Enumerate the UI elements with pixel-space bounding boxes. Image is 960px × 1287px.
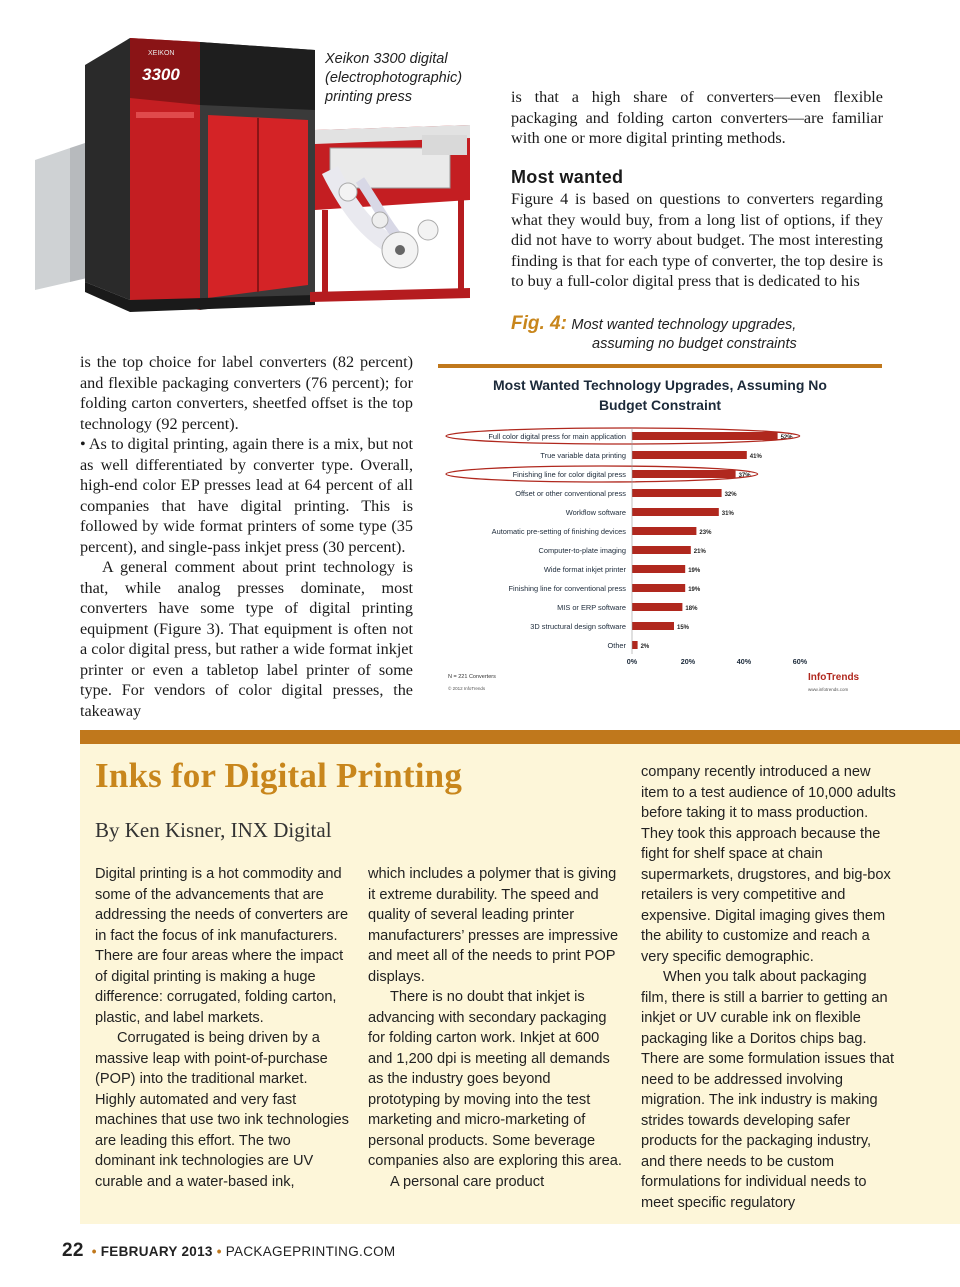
page-number: 22 [62,1240,84,1261]
chart-copyright: © 2012 InfoTrends [448,686,486,691]
category-label: Wide format inkjet printer [543,565,626,574]
paragraph: When you talk about packaging film, there is still a barrier to getting an inkjet or UV curable ink on flexible packaging like a Doritos chips bag. There are some formulation issues that need to be addressed involving migration. The ink industry is making strides towards developing safer products for the packaging industry, and there needs to be custom formulations for individual needs to meet specific regulatory [641,969,895,1211]
bar [632,584,685,592]
issue-date: FEBRUARY 2013 [100,1244,213,1259]
value-label: 23% [699,530,712,536]
category-label: MIS or ERP software [557,603,626,612]
value-label: 32% [724,492,737,498]
paragraph: A personal care product [390,1173,545,1190]
bar-chart [438,364,882,700]
bar [632,527,696,535]
section-heading-most-wanted: Most wanted [511,167,624,187]
x-tick-label: 0% [626,657,638,666]
value-label: 31% [721,511,734,517]
website: PACKAGEPRINTING.COM [225,1244,396,1259]
category-label: 3D structural design software [530,622,626,631]
press-model-label: 3300 [142,65,180,84]
chart-url: www.infotrends.com [808,687,849,692]
page-footer [62,1240,395,1262]
bar [632,641,638,649]
chart-note: N = 221 Converters [448,674,496,680]
figure-desc-line-2: assuming no budget constraints [592,336,797,352]
category-label: True variable data printing [540,451,626,460]
press-brand-label: XEIKON [148,50,175,57]
bar [632,565,685,573]
bar [632,432,778,440]
value-label: 18% [685,606,698,612]
sidebar-column-3 [641,762,896,1213]
paragraph: There is no doubt that inkjet is advancing with secondary packaging for folding carton work. Inkjet at 600 and 1,200 dpi is meeting all demands as the industry goes beyond prototyping by moving into the test marketing and micro-marketing of personal products. Some beverage companies also are exploring this area. [368,989,622,1169]
chart-title-line-2: Budget Constraint [598,397,722,413]
chart-bars [446,428,800,650]
bar [632,489,722,497]
x-tick-label: 20% [680,657,696,666]
bar [632,546,691,554]
paragraph: Digital printing is a hot commodity and some of the advancements that are addressing the needs of converters are in fact the focus of ink manufacturers. There are four areas where the impact of digital printing is making a huge difference: corrugated, folding carton, plastic, and label markets. [95,866,349,1026]
bar [632,451,747,459]
caption-line-3: printing press [325,89,413,105]
chart-title-line-1: Most Wanted Technology Upgrades, Assuming No [493,377,827,393]
value-label: 41% [749,454,762,460]
infotrends-logo: InfoTrends [808,672,860,683]
sidebar-title: Inks for Digital Printing [95,756,463,795]
most-wanted-text [511,189,883,292]
bullet-separator: • [91,1244,97,1259]
value-label: 37% [738,473,751,479]
category-label: Finishing line for color digital press [512,470,626,479]
figure-desc-line-1: Most wanted technology upgrades, [571,317,797,333]
value-label: 21% [693,549,706,555]
paragraph: • As to digital printing, again there is a mix, but not as well differentiated by converter type. Overall, high-end color EP presses lead at 64 percent of all companies that have digital printing. This is followed by wide format printers of some type (35 percent), and single-pass inkjet press (30 percent). [80,435,413,556]
photo-caption [325,50,505,107]
paragraph: which includes a polymer that is giving it extreme durability. The speed and quality of several leading printer manufacturers’ presses are impressive and meet all of the needs to print POP displays. [368,866,619,985]
paragraph: Figure 4 is based on questions to converters regarding what they would buy, from a long list of options, if they did not have to worry about budget. The most interesting finding is that for each type of converter, the top desire is to buy a full-color digital press that is dedicated to his [511,190,883,290]
figure-number: Fig. 4: [511,313,567,334]
figure-label [511,313,891,354]
category-label: Automatic pre-setting of finishing devices [491,527,626,536]
category-label: Full color digital press for main application [488,432,626,441]
x-tick-label: 60% [792,657,808,666]
paragraph: A general comment about print technology is that, while analog presses dominate, most converters have some type of digital printing equipment (Figure 3). That equipment is often not a color digital press, but rather a wide format inkjet printer or even a tabletop label printer of some type. For vendors of color digital presses, the takeaway [80,558,413,720]
x-tick-label: 40% [736,657,752,666]
paragraph: is the top choice for label converters (82 percent) and flexible packaging converters (76 percent); for folding carton converters, sheetfed offset is the top technology (92 percent). [80,353,413,433]
value-label: 19% [688,568,701,574]
left-column [80,352,413,721]
paragraph: Corrugated is being driven by a massive leap with point-of-purchase (POP) into the traditional market. Highly automated and very fast machines that use two ink technologies are leading this effort. The two dominant ink technologies are UV curable and a water-based ink, [95,1030,349,1190]
value-label: 52% [780,435,793,441]
category-label: Computer-to-plate imaging [538,546,626,555]
bar [632,508,719,516]
bullet-separator: • [216,1244,222,1259]
category-label: Offset or other conventional press [515,489,626,498]
paragraph: is that a high share of converters—even flexible packaging and folding carton converters—are familiar with one or more digital printing methods. [511,88,883,147]
category-label: Other [607,641,626,650]
value-label: 15% [677,625,690,631]
sidebar-column-1 [95,864,350,1192]
sidebar-byline: By Ken Kisner, INX Digital [95,818,332,842]
bar [632,622,674,630]
caption-line-1: Xeikon 3300 digital [325,51,448,67]
chart-top-rule [438,364,882,368]
caption-line-2: (electrophotographic) [325,70,463,86]
paragraph: company recently introduced a new item to a test audience of 10,000 adults before taking it to mass production. They took this approach because the fight for shelf space at chain supermarkets, drugstores, and big-box retailers is very competitive and expensive. Digital imaging gives them the ability to customize and reach a very specific demographic. [641,764,896,965]
bar [632,603,682,611]
sidebar-top-bar [80,730,960,744]
value-label: 2% [640,644,650,650]
right-column-intro [511,87,883,149]
category-label: Finishing line for conventional press [508,584,626,593]
category-label: Workflow software [565,508,626,517]
sidebar-column-2 [368,864,623,1192]
value-label: 19% [688,587,701,593]
bar [632,470,736,478]
